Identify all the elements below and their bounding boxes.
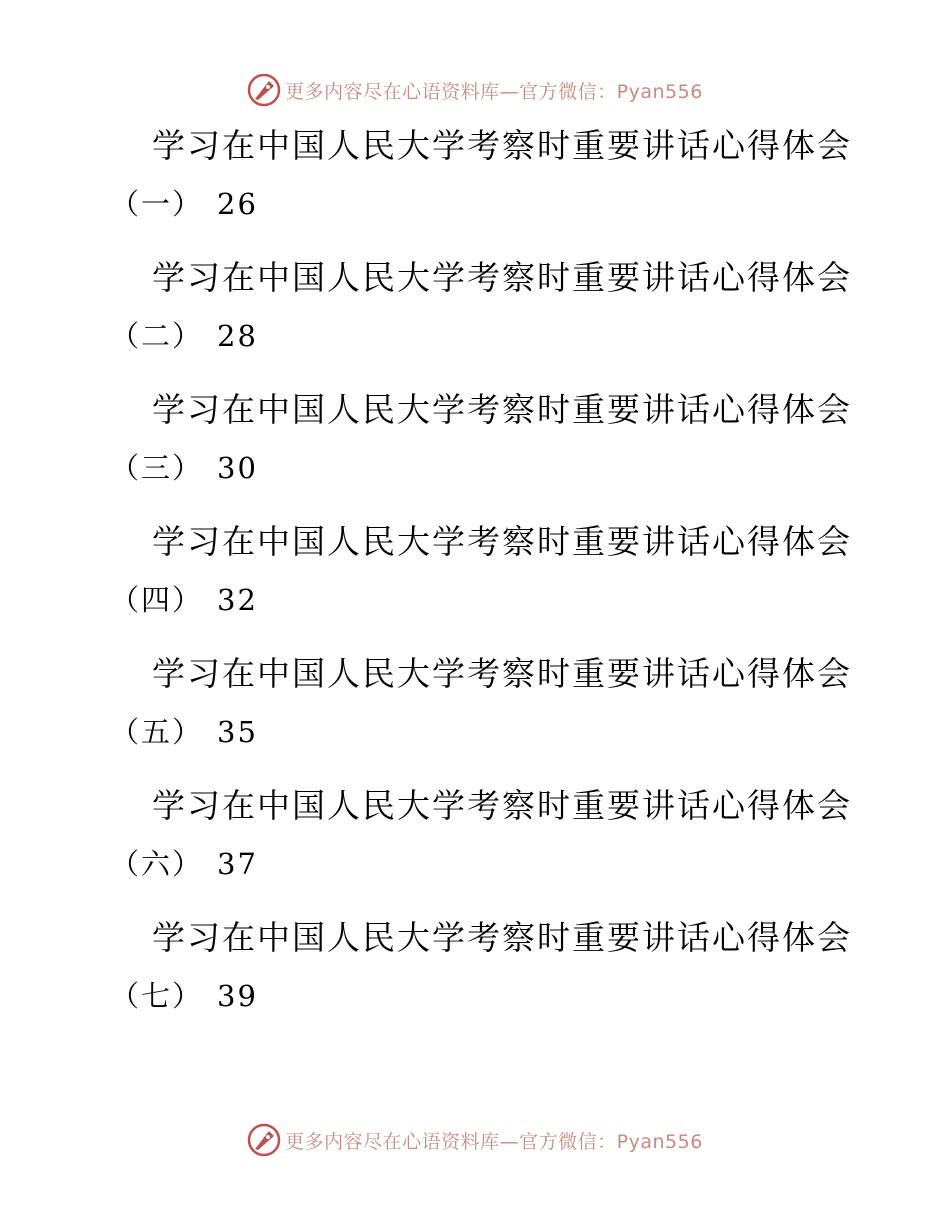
header-banner-text: 更多内容尽在心语资料库—官方微信：Pyan556 (285, 80, 703, 103)
toc-entry[interactable] (0, 118, 950, 250)
pen-logo-icon (247, 73, 281, 107)
entry-label: （五） (110, 715, 204, 749)
header-banner (0, 70, 950, 110)
entry-page-number: 37 (217, 847, 258, 881)
entry-title: 学习在中国人民大学考察时重要讲话心得体会 (152, 786, 852, 825)
toc-entry[interactable] (0, 250, 950, 382)
entry-label: （二） (110, 319, 204, 353)
entry-title: 学习在中国人民大学考察时重要讲话心得体会 (152, 126, 852, 165)
toc-entry[interactable] (0, 910, 950, 1042)
toc-list (0, 118, 950, 1042)
entry-label: （三） (110, 451, 204, 485)
toc-entry[interactable] (0, 514, 950, 646)
entry-page-number: 28 (217, 319, 258, 353)
entry-title: 学习在中国人民大学考察时重要讲话心得体会 (152, 390, 852, 429)
entry-label: （一） (110, 187, 204, 221)
entry-page-number: 32 (217, 583, 258, 617)
entry-label: （七） (110, 979, 204, 1013)
toc-entry[interactable] (0, 382, 950, 514)
entry-label: （六） (110, 847, 204, 881)
toc-entry[interactable] (0, 778, 950, 910)
entry-title: 学习在中国人民大学考察时重要讲话心得体会 (152, 654, 852, 693)
entry-label: （四） (110, 583, 204, 617)
entry-title: 学习在中国人民大学考察时重要讲话心得体会 (152, 522, 852, 561)
entry-page-number: 26 (217, 187, 258, 221)
footer-banner (0, 1120, 950, 1160)
pen-logo-icon (247, 1123, 281, 1157)
entry-page-number: 39 (217, 979, 258, 1013)
entry-page-number: 35 (217, 715, 258, 749)
toc-entry[interactable] (0, 646, 950, 778)
entry-title: 学习在中国人民大学考察时重要讲话心得体会 (152, 918, 852, 957)
footer-banner-text: 更多内容尽在心语资料库—官方微信：Pyan556 (285, 1130, 703, 1153)
entry-title: 学习在中国人民大学考察时重要讲话心得体会 (152, 258, 852, 297)
entry-page-number: 30 (217, 451, 258, 485)
